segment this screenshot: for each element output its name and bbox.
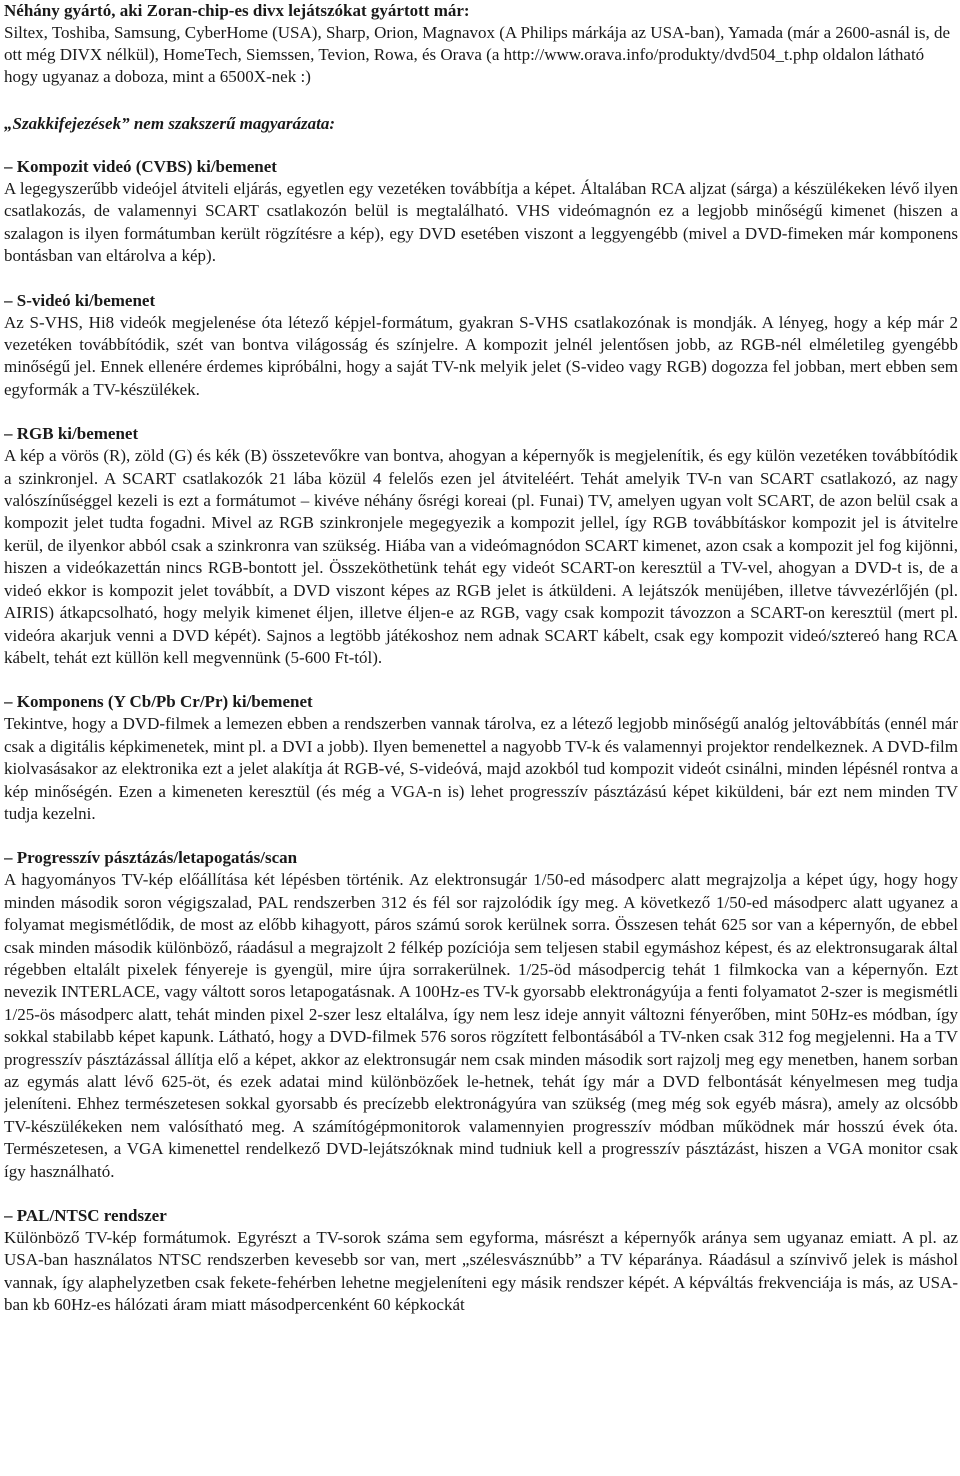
section-heading: – S-videó ki/bemenet	[4, 290, 156, 310]
section-paragraph: A legegyszerűbb videójel átviteli eljárás, egyetlen egy vezetéken továbbítja a képet. Általában RCA aljzat (sárga) a készülékeken lévő ilyen csatlakozás, de valamennyi SCART csatlakozón belül is megtalálható. VHS videómagnón ez a legjobb minőségű kimenet (hiszen a szalagon is ilyen formátumban került rögzítésre a kép), egy DVD esetében viszont a leggyengébb (mivel a DVD-fimeken már komponens bontásban van eltárolva a kép).	[4, 179, 958, 266]
section-paragraph: Az S-VHS, Hi8 videók megjelenése óta létező képjel-formátum, gyakran S-VHS csatlakozónak is mondják. A lényeg, hogy a kép már 2 vezetéken továbbítódik, szét van bontva világosság és színjelre. A kompozit jelnél jelentősen jobb, az RGB-nél elméletileg gyengébb minőségű jel. Ennek ellenére érdemes kipróbálni, hogy a saját TV-nk melyik jelet (S-video vagy RGB) dogozza fel jobban, mert ebben sem egyformák a TV-készülékek.	[4, 312, 958, 399]
section-paragraph: Különböző TV-kép formátumok. Egyrészt a TV-sorok száma sem egyforma, másrészt a képernyők aránya sem ugyanaz emiatt. A pl. az USA-ban használatos NTSC rendszerben kevesebb sor van, mert „szélesvásznúbb” a TV képaránya. Ráadásul a színvivő jelek is máshol vannak, így alaphelyzetben csak fekete-fehérben lehetne megjeleníteni egy másik rendszer képét. A képváltás frekvenciája is más, az USA-ban kb 60Hz-es hálózati áram miatt másodpercenként 60 képkockát	[4, 1228, 958, 1315]
section-heading: – Komponens (Y Cb/Pb Cr/Pr) ki/bemenet	[4, 692, 313, 712]
section-heading: – Progresszív pásztázás/letapogatás/scan	[4, 848, 298, 868]
section-svideo	[4, 290, 958, 402]
intro-title: Néhány gyártó, aki Zoran-chip-es divx lejátszókat gyártott már:	[4, 1, 470, 20]
section-progressive	[4, 847, 958, 1183]
intro-paragraph: Siltex, Toshiba, Samsung, CyberHome (USA), Sharp, Orion, Magnavox (A Philips márkája az USA-ban), Yamada (már a 2600-asnál is, de ott még DIVX nélkül), HomeTech, Siemssen, Tevion, Rowa, és Orava (a http://www.orava.info/produkty/dvd504_t.php oldalon látható hogy ugyanaz a doboza, mint a 6500X-nek :)	[4, 23, 951, 86]
section-composite	[4, 156, 958, 268]
glossary-heading: „Szakkifejezések” nem szakszerű magyarázata:	[4, 114, 336, 133]
section-paragraph: A hagyományos TV-kép előállítása két lépésben történik. Az elektronsugár 1/50-ed másodperc alatt megrajzolja a képet úgy, hogy hogy minden második soron végigszalad, PAL rendszerben 312 és fél sor rajzolódik így meg. A következő 1/50-ed másodperc alatt ugyanez a folyamat megismétlődik, de most az előbb kihagyott, páros számú sorok kerülnek sorra. Összesen tehát 625 sor van a képernyőn, de ebbel csak minden második különböző, ráadásul a megrajzolt 2 félkép pozíciója sem teljesen stabil egymáshoz képest, és az elektronsugarak által régebben eltalált pixelek fényereje is gyengül, mire újra sorrakerülnek. 1/25-öd másodpercig tehát 1 filmkocka van a képernyőn. Ezt nevezik INTERLACE, vagy váltott soros letapogatásnak. A 100Hz-es TV-k gyorsabb elektronágyúja a fenti folyamatot 2-szer is megismétli 1/25-ös másodperc alatt, tehát minden pixel 2-szer lesz eltalálva, így nem lesz ideje annyit változni fényerőben, mint 50Hz-es módban, így sokkal stabilabb képet kapunk. Látható, hogy a DVD-filmek 576 soros rögzített felbontásából a TV-nken csak 312 fog megjelenni. Ha a TV progresszív pásztázással állítja elő a képet, akkor az elektronsugár nem csak minden második sort rajzolj meg egy menetben, hanem sorban az egymás alatt lévő 625-öt, és ezek adatai mind különbözőek le-hetnek, tehát így már a DVD felbontását kényelmesen meg tudja jeleníteni. Ehhez természetesen sokkal gyorsabb és precízebb elektronágyúra van szükség (meg még sok egyéb másra), amely az olcsóbb TV-készülékeken nem valósítható meg. A számítógépmonitorok valamennyien progresszív módban működnek már hosszú évek óta. Természetesen, a VGA kimenettel rendelkező DVD-lejátszóknak mind tudniuk kell a progresszív pásztázást, hiszen a VGA monitor csak így használható.	[4, 870, 958, 1181]
section-rgb	[4, 423, 958, 669]
section-heading: – PAL/NTSC rendszer	[4, 1206, 167, 1226]
section-paragraph: A kép a vörös (R), zöld (G) és kék (B) összetevőkre van bontva, ahogyan a képernyők is megjelenítik, és egy külön vezetéken továbbítódik a szinkronjel. A SCART csatlakozók 21 lába közül 4 felelős ezen jel átviteléért. Tehát amelyik TV-n van SCART csatlakozó, az nagy valószínűséggel kezeli is ezt a formátumot – kivéve néhány ősrégi koreai (pl. Funai) TV, amelyen ugyan volt SCART, de azon belül csak a kompozit jelet tudta fogadni. Mivel az RGB szinkronjele megegyezik a kompozit jellel, így RGB továbbításkor kompozit jel is átvitelre kerül, de ilyenkor abból csak a szinkronra van szükség. Hiába van a videómagnódon SCART kimenet, azon csak a kompozit jel fog kijönni, hiszen a videókazettán nincs RGB-bontott jel. Összeköthetünk tehát egy videót SCART-on keresztül a TV-vel, ahogyan a DVD-t is, de a videó ekkor is kompozit jelet továbbít, a DVD viszont képes az RGB jelet is átküldeni. A lejátszók menüjében, illetve távvezérlőjén (pl. AIRIS) átkapcsolható, hogy melyik kimenet éljen, illetve éljen-e az RGB, vagy csak kompozit távozzon a SCART-on keresztül (mert pl. videóra akarjuk venni a DVD képét). Sajnos a legtöbb játékoshoz nem adnak SCART kábelt, csak egy kompozit videó/sztereó hang RCA kábelt, tehát ezt küllön kell megvennünk (5-600 Ft-tól).	[4, 446, 958, 667]
section-paragraph: Tekintve, hogy a DVD-filmek a lemezen ebben a rendszerben vannak tárolva, ez a létező legjobb minőségű analóg jeltovábbítás (ennél már csak a digitális képkimenetek, mint pl. a DVI a jobb). Ilyen bemenettel a nagyobb TV-k és valamennyi projektor rendelkeznek. A DVD-film kiolvasásakor az elektronika ezt a jelet alakítja át RGB-vé, S-videóvá, majd azokból tud kompozit videót csinálni, minden lépésnél rontva a kép minőségén. Ezen a kimeneten keresztül (és még a VGA-n is) lehet progresszív pásztázású képet kiküldeni, bár ezt nem minden TV tudja kezelni.	[4, 714, 958, 823]
section-component	[4, 691, 958, 825]
section-heading: – RGB ki/bemenet	[4, 424, 139, 444]
section-pal-ntsc	[4, 1205, 958, 1317]
section-heading: – Kompozit videó (CVBS) ki/bemenet	[4, 157, 277, 176]
document-page	[4, 0, 958, 1476]
